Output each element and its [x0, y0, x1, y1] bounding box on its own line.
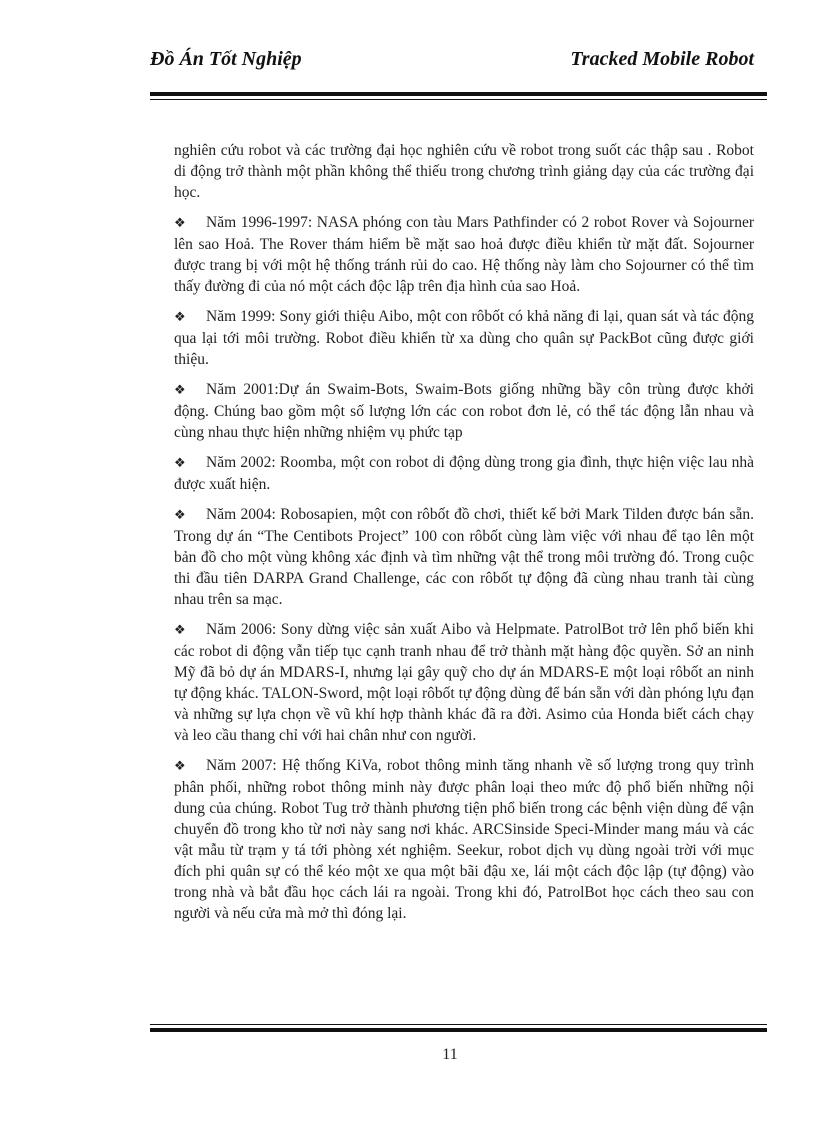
- diamond-bullet-icon: ❖: [174, 623, 186, 638]
- list-item: [174, 755, 754, 924]
- footer-divider-thick: [150, 1028, 767, 1032]
- diamond-bullet-icon: ❖: [174, 508, 186, 523]
- list-item-text: Năm 1996-1997: NASA phóng con tàu Mars Pathfinder có 2 robot Rover và Sojourner lên sao Hoả. The Rover thám hiểm bề mặt sao hoả được điều khiển từ mặt đất. Sojourner được trang bị với một hệ thống tránh rủi do cao. Hệ thống này làm cho Sojourner có thể tìm thấy đường đi của nó một cách độc lập trên địa hình của sao Hoả.: [174, 214, 754, 295]
- page-number: 11: [442, 1046, 458, 1063]
- list-item: [174, 212, 754, 297]
- list-item: [174, 306, 754, 370]
- list-item-text: Năm 2004: Robosapien, một con rôbốt đồ chơi, thiết kế bởi Mark Tilden được bán sẵn. Trong dự án “The Centibots Project” 100 con rôbốt cùng làm việc với nhau để tạo lên một bản đồ cho một vùng không xác định và tìm những vật thể trong môi trường đó. Trong cuộc thi đầu tiên DARPA Grand Challenge, các con rôbốt tự động đã cùng nhau tranh tài cùng nhau trên sa mạc.: [174, 506, 754, 608]
- diamond-bullet-icon: ❖: [174, 456, 186, 471]
- list-item-text: Năm 2006: Sony dừng việc sản xuất Aibo và Helpmate. PatrolBot trở lên phổ biến khi các robot di động vẫn tiếp tục cạnh tranh nhau để trở thành mặt hàng độc quyền. Sở an ninh Mỹ đã bỏ dự án MDARS-I, nhưng lại gây quỹ cho dự án MDARS-E một loại rôbốt an ninh tự động khác. TALON-Sword, một loại rôbốt tự động dùng để bán sẵn với dàn phóng lựu đạn và những sự lựa chọn về vũ khí hợp thành khác đã ra đời. Asimo của Honda biết cách chạy và leo cầu thang chỉ với hai chân như con người.: [174, 621, 754, 744]
- page-body: [174, 140, 754, 933]
- header-right-title: Tracked Mobile Robot: [570, 48, 754, 70]
- intro-paragraph: nghiên cứu robot và các trường đại học nghiên cứu về robot trong suốt các thập sau . Robot di động trở thành một phần không thể thiếu trong chương trình giảng dạy của các trường đại học.: [174, 142, 754, 201]
- list-item: [174, 619, 754, 746]
- list-item: [174, 379, 754, 443]
- list-item-text: Năm 1999: Sony giới thiệu Aibo, một con rôbốt có khả năng đi lại, quan sát và tác động qua lại tới môi trường. Robot điều khiển từ xa dùng cho quân sự PackBot cũng được giới thiệu.: [174, 308, 754, 368]
- list-item-text: Năm 2002: Roomba, một con robot di động dùng trong gia đình, thực hiện việc lau nhà được xuất hiện.: [174, 454, 754, 493]
- page-header: [150, 48, 754, 84]
- header-left-title: Đồ Án Tốt Nghiệp: [150, 48, 302, 70]
- list-item-text: Năm 2007: Hệ thống KiVa, robot thông minh tăng nhanh về số lượng trong quy trình phân phối, những robot thông minh này được phân loại theo mức độ phổ biến những nội dung của chúng. Robot Tug trở thành phương tiện phổ biến trong các bệnh viện dùng để vận chuyển đồ trong kho từ nơi này sang nơi khác. ARCSinside Speci-Minder mang máu và các vật mẫu từ trạm y tá tới phòng xét nghiệm. Seekur, robot dịch vụ dùng ngoài trời với mục đích phi quân sự có thể kéo một xe qua một bãi đậu xe, lái một cách độc lập (tự động) vào trong nhà và bắt đầu học cách lái ra ngoài. Trong khi đó, PatrolBot học cách theo sau con người và nếu cửa mà mở thì đóng lại.: [174, 757, 754, 922]
- list-item-text: Năm 2001:Dự án Swaim-Bots, Swaim-Bots giống những bầy côn trùng được khởi động. Chúng bao gồm một số lượng lớn các con robot đơn lẻ, có thể tác động lẫn nhau và cùng nhau thực hiện những nhiệm vụ phức tạp: [174, 381, 754, 441]
- header-divider-thin: [150, 99, 767, 100]
- footer-divider-thin: [150, 1024, 767, 1025]
- list-item: [174, 504, 754, 610]
- diamond-bullet-icon: ❖: [174, 310, 186, 325]
- diamond-bullet-icon: ❖: [174, 383, 186, 398]
- header-divider-thick: [150, 92, 767, 96]
- list-item: [174, 452, 754, 495]
- diamond-bullet-icon: ❖: [174, 759, 186, 774]
- diamond-bullet-icon: ❖: [174, 216, 186, 231]
